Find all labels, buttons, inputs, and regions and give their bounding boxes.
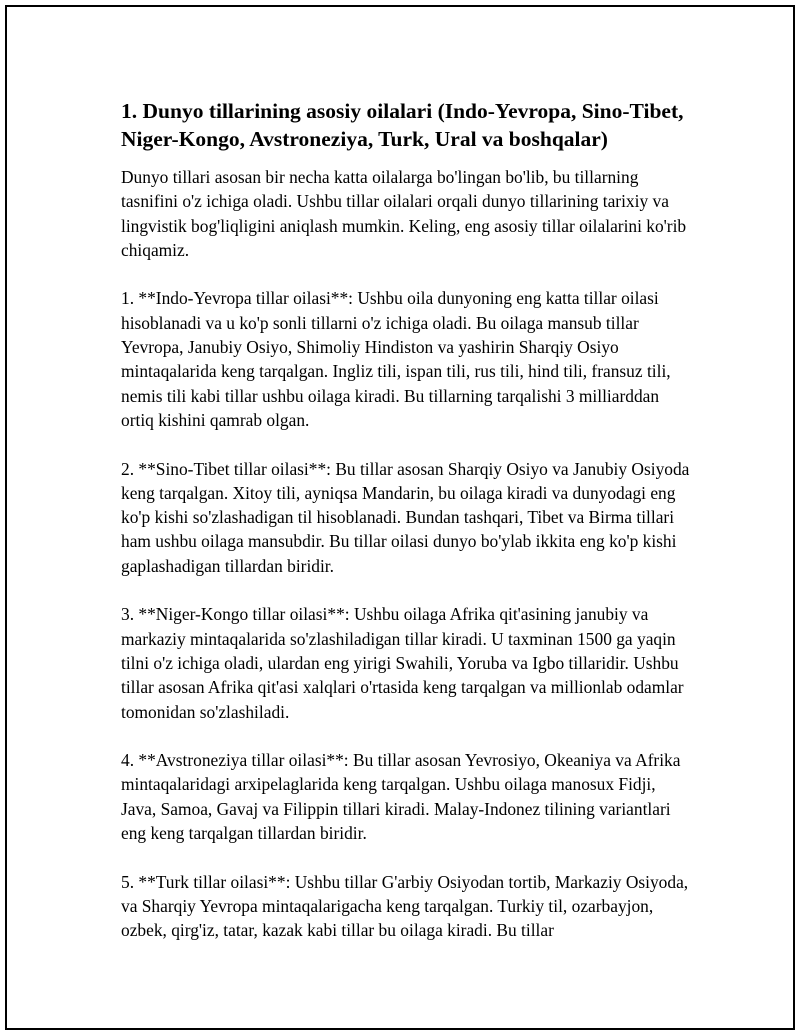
paragraph-niger-congo: 3. **Niger-Kongo tillar oilasi**: Ushbu oilaga Afrika qit'asining janubiy va markaziy mintaqalarida so'zlashiladigan tillar kiradi. U taxminan 1500 ga yaqin tilni o'z ichiga oladi, ulardan eng yirigi Swahili, Yoruba va Igbo tillaridir. Ushbu tillar asosan Afrika qit'asi xalqlari o'rtasida keng tarqalgan va millionlab odamlar tomonidan so'zlashiladi. [121, 604, 684, 722]
document-heading: 1. Dunyo tillarining asosiy oilalari (Indo-Yevropa, Sino-Tibet, Niger-Kongo, Avstroneziya, Turk, Ural va boshqalar) [121, 99, 684, 151]
document-body [121, 97, 693, 967]
page-frame [5, 5, 795, 1030]
paragraph-sino-tibetan: 2. **Sino-Tibet tillar oilasi**: Bu tillar asosan Sharqiy Osiyo va Janubiy Osiyoda keng tarqalgan. Xitoy tili, ayniqsa Mandarin, bu oilaga kiradi va dunyodagi eng ko'p kishi so'zlashadigan til hisoblanadi. Bundan tashqari, Tibet va Birma tillari ham ushbu oilaga mansubdir. Bu tillar oilasi dunyo bo'ylab ikkita eng ko'p kishi gaplashadigan tillardan biridir. [121, 458, 690, 576]
paragraph-intro: Dunyo tillari asosan bir necha katta oilalarga bo'lingan bo'lib, bu tillarning tasnifini o'z ichiga oladi. Ushbu tillar oilalari orqali dunyo tillarining tarixiy va lingvistik bog'liqligini aniqlash mumkin. Keling, eng asosiy tillar oilalarini ko'rib chiqamiz. [121, 167, 687, 260]
paragraph-turkic: 5. **Turk tillar oilasi**: Ushbu tillar G'arbiy Osiyodan tortib, Markaziy Osiyoda, va Sharqiy Yevropa mintaqalarigacha keng tarqalgan. Turkiy til, ozarbayjon, ozbek, qirg'iz, tatar, kazak kabi tillar bu oilaga kiradi. Bu tillar [121, 871, 689, 941]
paragraph-austronesian: 4. **Avstroneziya tillar oilasi**: Bu tillar asosan Yevrosiyo, Okeaniya va Afrika mintaqalaridagi arxipelaglarida keng tarqalgan. Ushbu oilaga manosux Fidji, Java, Samoa, Gavaj va Filippin tillari kiradi. Malay-Indonez tilining variantlari eng keng tarqalgan tillardan biridir. [121, 750, 681, 844]
paragraph-indo-european: 1. **Indo-Yevropa tillar oilasi**: Ushbu oila dunyoning eng katta tillar oilasi hisoblanadi va u ko'p sonli tillarni o'z ichiga oladi. Bu oilaga mansub tillar Yevropa, Janubiy Osiyo, Shimoliy Hindiston va yashirin Sharqiy Osiyo mintaqalarida keng tarqalgan. Ingliz tili, ispan tili, rus tili, hind tili, fransuz tili, nemis tili kabi tillar ushbu oilaga kiradi. Bu tillarning tarqalishi 3 milliarddan ortiq kishini qamrab olgan. [121, 288, 671, 430]
